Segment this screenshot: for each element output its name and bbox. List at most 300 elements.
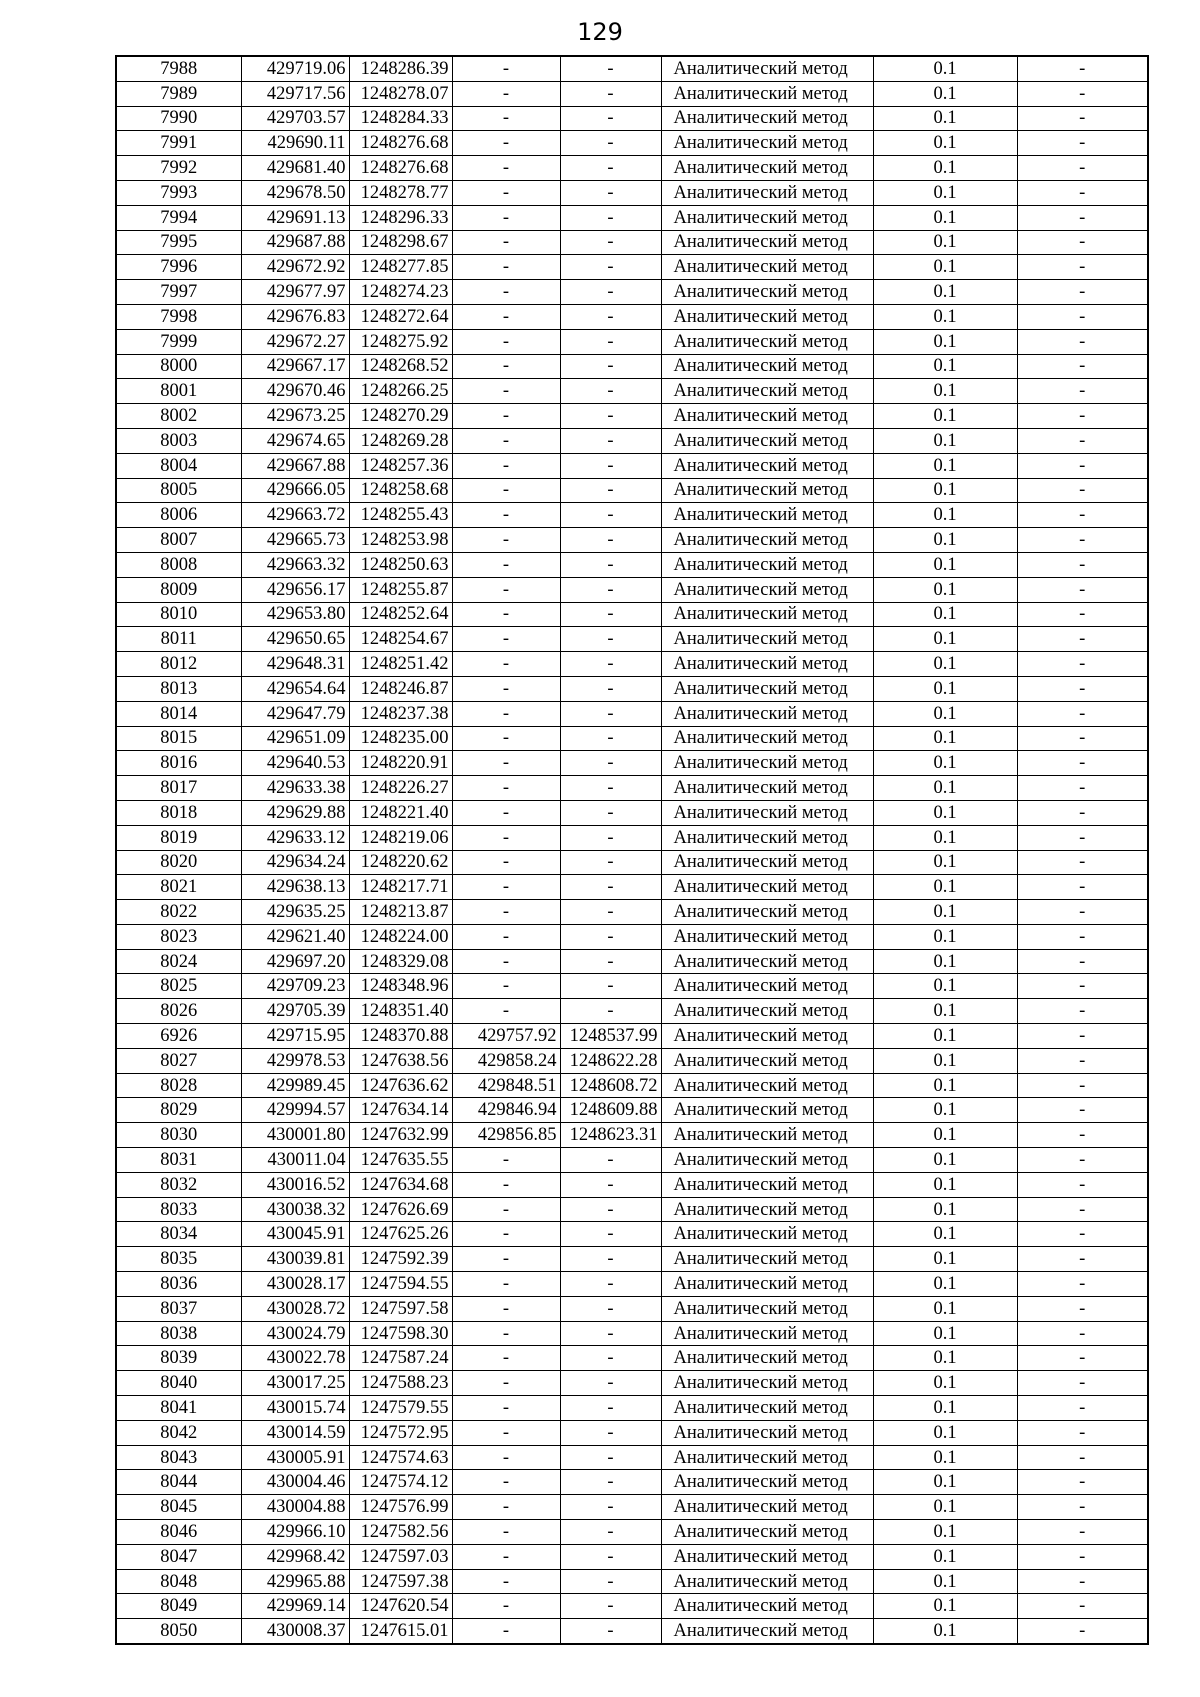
method-cell: Аналитический метод bbox=[661, 1495, 873, 1520]
table-row bbox=[116, 726, 1148, 751]
y2-coordinate-cell: - bbox=[560, 726, 661, 751]
y2-coordinate-cell: - bbox=[560, 329, 661, 354]
note-cell: - bbox=[1017, 528, 1148, 553]
table-row bbox=[116, 1272, 1148, 1297]
x2-coordinate-cell: - bbox=[452, 56, 560, 81]
table-row bbox=[116, 751, 1148, 776]
note-cell: - bbox=[1017, 1222, 1148, 1247]
method-cell: Аналитический метод bbox=[661, 1346, 873, 1371]
y2-coordinate-cell: - bbox=[560, 453, 661, 478]
y2-coordinate-cell: - bbox=[560, 974, 661, 999]
note-cell: - bbox=[1017, 428, 1148, 453]
y-coordinate-cell: 1248276.68 bbox=[349, 131, 452, 156]
y-coordinate-cell: 1248235.00 bbox=[349, 726, 452, 751]
point-number-cell: 8011 bbox=[116, 627, 241, 652]
y-coordinate-cell: 1248219.06 bbox=[349, 825, 452, 850]
x2-coordinate-cell: - bbox=[452, 726, 560, 751]
method-cell: Аналитический метод bbox=[661, 825, 873, 850]
x-coordinate-cell: 429697.20 bbox=[241, 949, 349, 974]
accuracy-cell: 0.1 bbox=[873, 379, 1017, 404]
x-coordinate-cell: 429966.10 bbox=[241, 1520, 349, 1545]
accuracy-cell: 0.1 bbox=[873, 552, 1017, 577]
x2-coordinate-cell: - bbox=[452, 676, 560, 701]
y-coordinate-cell: 1248268.52 bbox=[349, 354, 452, 379]
accuracy-cell: 0.1 bbox=[873, 478, 1017, 503]
table-row bbox=[116, 1247, 1148, 1272]
method-cell: Аналитический метод bbox=[661, 776, 873, 801]
table-row bbox=[116, 800, 1148, 825]
x2-coordinate-cell: - bbox=[452, 1594, 560, 1619]
x2-coordinate-cell: - bbox=[452, 1396, 560, 1421]
point-number-cell: 8008 bbox=[116, 552, 241, 577]
table-row bbox=[116, 1520, 1148, 1545]
method-cell: Аналитический метод bbox=[661, 1048, 873, 1073]
y2-coordinate-cell: 1248623.31 bbox=[560, 1123, 661, 1148]
x-coordinate-cell: 430004.46 bbox=[241, 1470, 349, 1495]
note-cell: - bbox=[1017, 1247, 1148, 1272]
y2-coordinate-cell: - bbox=[560, 304, 661, 329]
x-coordinate-cell: 429717.56 bbox=[241, 81, 349, 106]
accuracy-cell: 0.1 bbox=[873, 1148, 1017, 1173]
x-coordinate-cell: 429663.32 bbox=[241, 552, 349, 577]
y-coordinate-cell: 1248258.68 bbox=[349, 478, 452, 503]
x2-coordinate-cell: - bbox=[452, 949, 560, 974]
table-row bbox=[116, 404, 1148, 429]
x2-coordinate-cell: - bbox=[452, 1272, 560, 1297]
x2-coordinate-cell: - bbox=[452, 1371, 560, 1396]
table-row bbox=[116, 1619, 1148, 1644]
method-cell: Аналитический метод bbox=[661, 1594, 873, 1619]
x2-coordinate-cell: - bbox=[452, 1172, 560, 1197]
table-row bbox=[116, 56, 1148, 81]
note-cell: - bbox=[1017, 1569, 1148, 1594]
y2-coordinate-cell: - bbox=[560, 1321, 661, 1346]
table-row bbox=[116, 1172, 1148, 1197]
y2-coordinate-cell: - bbox=[560, 81, 661, 106]
y-coordinate-cell: 1248351.40 bbox=[349, 999, 452, 1024]
x2-coordinate-cell: - bbox=[452, 131, 560, 156]
page-number: 129 bbox=[577, 18, 623, 46]
accuracy-cell: 0.1 bbox=[873, 652, 1017, 677]
y-coordinate-cell: 1247572.95 bbox=[349, 1420, 452, 1445]
y-coordinate-cell: 1248255.87 bbox=[349, 577, 452, 602]
note-cell: - bbox=[1017, 751, 1148, 776]
point-number-cell: 8004 bbox=[116, 453, 241, 478]
x2-coordinate-cell: - bbox=[452, 1296, 560, 1321]
y-coordinate-cell: 1248274.23 bbox=[349, 280, 452, 305]
y2-coordinate-cell: - bbox=[560, 1247, 661, 1272]
x-coordinate-cell: 429653.80 bbox=[241, 602, 349, 627]
x-coordinate-cell: 430017.25 bbox=[241, 1371, 349, 1396]
accuracy-cell: 0.1 bbox=[873, 949, 1017, 974]
point-number-cell: 7999 bbox=[116, 329, 241, 354]
note-cell: - bbox=[1017, 1420, 1148, 1445]
point-number-cell: 8009 bbox=[116, 577, 241, 602]
accuracy-cell: 0.1 bbox=[873, 354, 1017, 379]
note-cell: - bbox=[1017, 776, 1148, 801]
y2-coordinate-cell: - bbox=[560, 180, 661, 205]
y-coordinate-cell: 1247597.58 bbox=[349, 1296, 452, 1321]
note-cell: - bbox=[1017, 577, 1148, 602]
y2-coordinate-cell: - bbox=[560, 1569, 661, 1594]
note-cell: - bbox=[1017, 900, 1148, 925]
method-cell: Аналитический метод bbox=[661, 552, 873, 577]
y-coordinate-cell: 1248266.25 bbox=[349, 379, 452, 404]
accuracy-cell: 0.1 bbox=[873, 131, 1017, 156]
y-coordinate-cell: 1247574.12 bbox=[349, 1470, 452, 1495]
point-number-cell: 8006 bbox=[116, 503, 241, 528]
note-cell: - bbox=[1017, 1371, 1148, 1396]
table-row bbox=[116, 1544, 1148, 1569]
y2-coordinate-cell: - bbox=[560, 106, 661, 131]
point-number-cell: 8031 bbox=[116, 1148, 241, 1173]
x2-coordinate-cell: - bbox=[452, 577, 560, 602]
y-coordinate-cell: 1247576.99 bbox=[349, 1495, 452, 1520]
point-number-cell: 8022 bbox=[116, 900, 241, 925]
y2-coordinate-cell: - bbox=[560, 205, 661, 230]
y-coordinate-cell: 1248276.68 bbox=[349, 156, 452, 181]
note-cell: - bbox=[1017, 1321, 1148, 1346]
x2-coordinate-cell: - bbox=[452, 230, 560, 255]
y2-coordinate-cell: - bbox=[560, 1594, 661, 1619]
point-number-cell: 8039 bbox=[116, 1346, 241, 1371]
table-row bbox=[116, 1123, 1148, 1148]
point-number-cell: 8010 bbox=[116, 602, 241, 627]
x2-coordinate-cell: - bbox=[452, 751, 560, 776]
x-coordinate-cell: 429634.24 bbox=[241, 850, 349, 875]
y-coordinate-cell: 1248275.92 bbox=[349, 329, 452, 354]
method-cell: Аналитический метод bbox=[661, 230, 873, 255]
accuracy-cell: 0.1 bbox=[873, 676, 1017, 701]
point-number-cell: 8007 bbox=[116, 528, 241, 553]
method-cell: Аналитический метод bbox=[661, 1222, 873, 1247]
note-cell: - bbox=[1017, 1346, 1148, 1371]
y-coordinate-cell: 1247579.55 bbox=[349, 1396, 452, 1421]
x2-coordinate-cell: - bbox=[452, 180, 560, 205]
y-coordinate-cell: 1247626.69 bbox=[349, 1197, 452, 1222]
y2-coordinate-cell: - bbox=[560, 280, 661, 305]
x2-coordinate-cell: - bbox=[452, 1222, 560, 1247]
point-number-cell: 8003 bbox=[116, 428, 241, 453]
point-number-cell: 7998 bbox=[116, 304, 241, 329]
y2-coordinate-cell: - bbox=[560, 528, 661, 553]
method-cell: Аналитический метод bbox=[661, 676, 873, 701]
x-coordinate-cell: 429651.09 bbox=[241, 726, 349, 751]
note-cell: - bbox=[1017, 602, 1148, 627]
x2-coordinate-cell: - bbox=[452, 304, 560, 329]
method-cell: Аналитический метод bbox=[661, 404, 873, 429]
note-cell: - bbox=[1017, 949, 1148, 974]
method-cell: Аналитический метод bbox=[661, 999, 873, 1024]
y-coordinate-cell: 1248270.29 bbox=[349, 404, 452, 429]
method-cell: Аналитический метод bbox=[661, 428, 873, 453]
x2-coordinate-cell: - bbox=[452, 428, 560, 453]
method-cell: Аналитический метод bbox=[661, 602, 873, 627]
y-coordinate-cell: 1248221.40 bbox=[349, 800, 452, 825]
accuracy-cell: 0.1 bbox=[873, 1048, 1017, 1073]
note-cell: - bbox=[1017, 726, 1148, 751]
point-number-cell: 8001 bbox=[116, 379, 241, 404]
point-number-cell: 8024 bbox=[116, 949, 241, 974]
table-row bbox=[116, 577, 1148, 602]
method-cell: Аналитический метод bbox=[661, 1247, 873, 1272]
table-row bbox=[116, 156, 1148, 181]
y-coordinate-cell: 1247635.55 bbox=[349, 1148, 452, 1173]
accuracy-cell: 0.1 bbox=[873, 503, 1017, 528]
y2-coordinate-cell: - bbox=[560, 577, 661, 602]
point-number-cell: 8012 bbox=[116, 652, 241, 677]
y-coordinate-cell: 1248246.87 bbox=[349, 676, 452, 701]
note-cell: - bbox=[1017, 1619, 1148, 1644]
accuracy-cell: 0.1 bbox=[873, 1495, 1017, 1520]
note-cell: - bbox=[1017, 1148, 1148, 1173]
method-cell: Аналитический метод bbox=[661, 1098, 873, 1123]
method-cell: Аналитический метод bbox=[661, 205, 873, 230]
y2-coordinate-cell: - bbox=[560, 1619, 661, 1644]
x2-coordinate-cell: - bbox=[452, 1247, 560, 1272]
note-cell: - bbox=[1017, 1172, 1148, 1197]
point-number-cell: 8029 bbox=[116, 1098, 241, 1123]
accuracy-cell: 0.1 bbox=[873, 106, 1017, 131]
accuracy-cell: 0.1 bbox=[873, 751, 1017, 776]
x-coordinate-cell: 429676.83 bbox=[241, 304, 349, 329]
note-cell: - bbox=[1017, 81, 1148, 106]
table-row bbox=[116, 1321, 1148, 1346]
table-row bbox=[116, 1073, 1148, 1098]
method-cell: Аналитический метод bbox=[661, 1073, 873, 1098]
y2-coordinate-cell: 1248537.99 bbox=[560, 1024, 661, 1049]
x-coordinate-cell: 429678.50 bbox=[241, 180, 349, 205]
y2-coordinate-cell: - bbox=[560, 1396, 661, 1421]
point-number-cell: 8023 bbox=[116, 924, 241, 949]
y-coordinate-cell: 1247582.56 bbox=[349, 1520, 452, 1545]
y-coordinate-cell: 1247634.14 bbox=[349, 1098, 452, 1123]
note-cell: - bbox=[1017, 652, 1148, 677]
point-number-cell: 8036 bbox=[116, 1272, 241, 1297]
method-cell: Аналитический метод bbox=[661, 1296, 873, 1321]
x-coordinate-cell: 429681.40 bbox=[241, 156, 349, 181]
table-row bbox=[116, 676, 1148, 701]
x-coordinate-cell: 430011.04 bbox=[241, 1148, 349, 1173]
point-number-cell: 8032 bbox=[116, 1172, 241, 1197]
point-number-cell: 8047 bbox=[116, 1544, 241, 1569]
x-coordinate-cell: 429633.12 bbox=[241, 825, 349, 850]
x2-coordinate-cell: 429856.85 bbox=[452, 1123, 560, 1148]
y2-coordinate-cell: - bbox=[560, 751, 661, 776]
table-row bbox=[116, 205, 1148, 230]
accuracy-cell: 0.1 bbox=[873, 205, 1017, 230]
x-coordinate-cell: 429989.45 bbox=[241, 1073, 349, 1098]
table-row bbox=[116, 1346, 1148, 1371]
y-coordinate-cell: 1248251.42 bbox=[349, 652, 452, 677]
accuracy-cell: 0.1 bbox=[873, 453, 1017, 478]
method-cell: Аналитический метод bbox=[661, 156, 873, 181]
y-coordinate-cell: 1248348.96 bbox=[349, 974, 452, 999]
method-cell: Аналитический метод bbox=[661, 627, 873, 652]
x2-coordinate-cell: - bbox=[452, 924, 560, 949]
x-coordinate-cell: 429672.27 bbox=[241, 329, 349, 354]
method-cell: Аналитический метод bbox=[661, 1544, 873, 1569]
note-cell: - bbox=[1017, 354, 1148, 379]
point-number-cell: 6926 bbox=[116, 1024, 241, 1049]
y-coordinate-cell: 1247597.03 bbox=[349, 1544, 452, 1569]
accuracy-cell: 0.1 bbox=[873, 1024, 1017, 1049]
table-row bbox=[116, 850, 1148, 875]
y2-coordinate-cell: - bbox=[560, 552, 661, 577]
point-number-cell: 7997 bbox=[116, 280, 241, 305]
point-number-cell: 7996 bbox=[116, 255, 241, 280]
method-cell: Аналитический метод bbox=[661, 900, 873, 925]
x-coordinate-cell: 430015.74 bbox=[241, 1396, 349, 1421]
table-row bbox=[116, 1495, 1148, 1520]
note-cell: - bbox=[1017, 304, 1148, 329]
x-coordinate-cell: 429667.88 bbox=[241, 453, 349, 478]
point-number-cell: 8016 bbox=[116, 751, 241, 776]
method-cell: Аналитический метод bbox=[661, 875, 873, 900]
x2-coordinate-cell: - bbox=[452, 1148, 560, 1173]
x2-coordinate-cell: - bbox=[452, 379, 560, 404]
accuracy-cell: 0.1 bbox=[873, 230, 1017, 255]
y2-coordinate-cell: - bbox=[560, 999, 661, 1024]
accuracy-cell: 0.1 bbox=[873, 602, 1017, 627]
table-row bbox=[116, 230, 1148, 255]
accuracy-cell: 0.1 bbox=[873, 1197, 1017, 1222]
table-row bbox=[116, 900, 1148, 925]
y2-coordinate-cell: - bbox=[560, 404, 661, 429]
y-coordinate-cell: 1248220.62 bbox=[349, 850, 452, 875]
table-row bbox=[116, 1048, 1148, 1073]
y2-coordinate-cell: - bbox=[560, 1520, 661, 1545]
y-coordinate-cell: 1247625.26 bbox=[349, 1222, 452, 1247]
y-coordinate-cell: 1248277.85 bbox=[349, 255, 452, 280]
y-coordinate-cell: 1248253.98 bbox=[349, 528, 452, 553]
x-coordinate-cell: 429677.97 bbox=[241, 280, 349, 305]
table-row bbox=[116, 453, 1148, 478]
accuracy-cell: 0.1 bbox=[873, 1371, 1017, 1396]
method-cell: Аналитический метод bbox=[661, 726, 873, 751]
note-cell: - bbox=[1017, 180, 1148, 205]
x-coordinate-cell: 429978.53 bbox=[241, 1048, 349, 1073]
method-cell: Аналитический метод bbox=[661, 1024, 873, 1049]
accuracy-cell: 0.1 bbox=[873, 255, 1017, 280]
x2-coordinate-cell: 429757.92 bbox=[452, 1024, 560, 1049]
note-cell: - bbox=[1017, 627, 1148, 652]
point-number-cell: 8040 bbox=[116, 1371, 241, 1396]
accuracy-cell: 0.1 bbox=[873, 776, 1017, 801]
y-coordinate-cell: 1247634.68 bbox=[349, 1172, 452, 1197]
method-cell: Аналитический метод bbox=[661, 81, 873, 106]
table-row bbox=[116, 1296, 1148, 1321]
note-cell: - bbox=[1017, 1544, 1148, 1569]
table-row bbox=[116, 974, 1148, 999]
method-cell: Аналитический метод bbox=[661, 106, 873, 131]
point-number-cell: 8045 bbox=[116, 1495, 241, 1520]
x2-coordinate-cell: - bbox=[452, 875, 560, 900]
accuracy-cell: 0.1 bbox=[873, 1272, 1017, 1297]
point-number-cell: 8017 bbox=[116, 776, 241, 801]
y-coordinate-cell: 1248298.67 bbox=[349, 230, 452, 255]
y2-coordinate-cell: - bbox=[560, 1148, 661, 1173]
method-cell: Аналитический метод bbox=[661, 1445, 873, 1470]
table-row bbox=[116, 1594, 1148, 1619]
note-cell: - bbox=[1017, 800, 1148, 825]
y-coordinate-cell: 1247598.30 bbox=[349, 1321, 452, 1346]
y-coordinate-cell: 1248217.71 bbox=[349, 875, 452, 900]
y-coordinate-cell: 1248224.00 bbox=[349, 924, 452, 949]
y-coordinate-cell: 1247638.56 bbox=[349, 1048, 452, 1073]
point-number-cell: 8020 bbox=[116, 850, 241, 875]
y2-coordinate-cell: - bbox=[560, 602, 661, 627]
x-coordinate-cell: 429703.57 bbox=[241, 106, 349, 131]
y2-coordinate-cell: - bbox=[560, 1222, 661, 1247]
x2-coordinate-cell: - bbox=[452, 1346, 560, 1371]
method-cell: Аналитический метод bbox=[661, 577, 873, 602]
y2-coordinate-cell: - bbox=[560, 825, 661, 850]
table-row bbox=[116, 1470, 1148, 1495]
point-number-cell: 8015 bbox=[116, 726, 241, 751]
table-row bbox=[116, 949, 1148, 974]
table-row bbox=[116, 1222, 1148, 1247]
y2-coordinate-cell: - bbox=[560, 354, 661, 379]
x-coordinate-cell: 429665.73 bbox=[241, 528, 349, 553]
accuracy-cell: 0.1 bbox=[873, 800, 1017, 825]
note-cell: - bbox=[1017, 1495, 1148, 1520]
point-number-cell: 7989 bbox=[116, 81, 241, 106]
y-coordinate-cell: 1248296.33 bbox=[349, 205, 452, 230]
y-coordinate-cell: 1248213.87 bbox=[349, 900, 452, 925]
y-coordinate-cell: 1247592.39 bbox=[349, 1247, 452, 1272]
x2-coordinate-cell: - bbox=[452, 974, 560, 999]
x2-coordinate-cell: - bbox=[452, 776, 560, 801]
note-cell: - bbox=[1017, 1396, 1148, 1421]
method-cell: Аналитический метод bbox=[661, 304, 873, 329]
y-coordinate-cell: 1248237.38 bbox=[349, 701, 452, 726]
y2-coordinate-cell: - bbox=[560, 503, 661, 528]
y-coordinate-cell: 1248255.43 bbox=[349, 503, 452, 528]
accuracy-cell: 0.1 bbox=[873, 1569, 1017, 1594]
accuracy-cell: 0.1 bbox=[873, 1544, 1017, 1569]
y-coordinate-cell: 1248269.28 bbox=[349, 428, 452, 453]
y-coordinate-cell: 1248226.27 bbox=[349, 776, 452, 801]
accuracy-cell: 0.1 bbox=[873, 1420, 1017, 1445]
y2-coordinate-cell: - bbox=[560, 1272, 661, 1297]
table-row bbox=[116, 1098, 1148, 1123]
method-cell: Аналитический метод bbox=[661, 652, 873, 677]
x2-coordinate-cell: - bbox=[452, 503, 560, 528]
accuracy-cell: 0.1 bbox=[873, 156, 1017, 181]
y-coordinate-cell: 1247594.55 bbox=[349, 1272, 452, 1297]
x2-coordinate-cell: - bbox=[452, 1445, 560, 1470]
table-row bbox=[116, 428, 1148, 453]
x2-coordinate-cell: - bbox=[452, 552, 560, 577]
point-number-cell: 8044 bbox=[116, 1470, 241, 1495]
y-coordinate-cell: 1247588.23 bbox=[349, 1371, 452, 1396]
y-coordinate-cell: 1247615.01 bbox=[349, 1619, 452, 1644]
accuracy-cell: 0.1 bbox=[873, 81, 1017, 106]
y-coordinate-cell: 1248250.63 bbox=[349, 552, 452, 577]
method-cell: Аналитический метод bbox=[661, 949, 873, 974]
y2-coordinate-cell: - bbox=[560, 1172, 661, 1197]
point-number-cell: 8025 bbox=[116, 974, 241, 999]
accuracy-cell: 0.1 bbox=[873, 1123, 1017, 1148]
accuracy-cell: 0.1 bbox=[873, 304, 1017, 329]
point-number-cell: 8033 bbox=[116, 1197, 241, 1222]
x-coordinate-cell: 429705.39 bbox=[241, 999, 349, 1024]
note-cell: - bbox=[1017, 1470, 1148, 1495]
x-coordinate-cell: 430024.79 bbox=[241, 1321, 349, 1346]
note-cell: - bbox=[1017, 875, 1148, 900]
x-coordinate-cell: 429638.13 bbox=[241, 875, 349, 900]
